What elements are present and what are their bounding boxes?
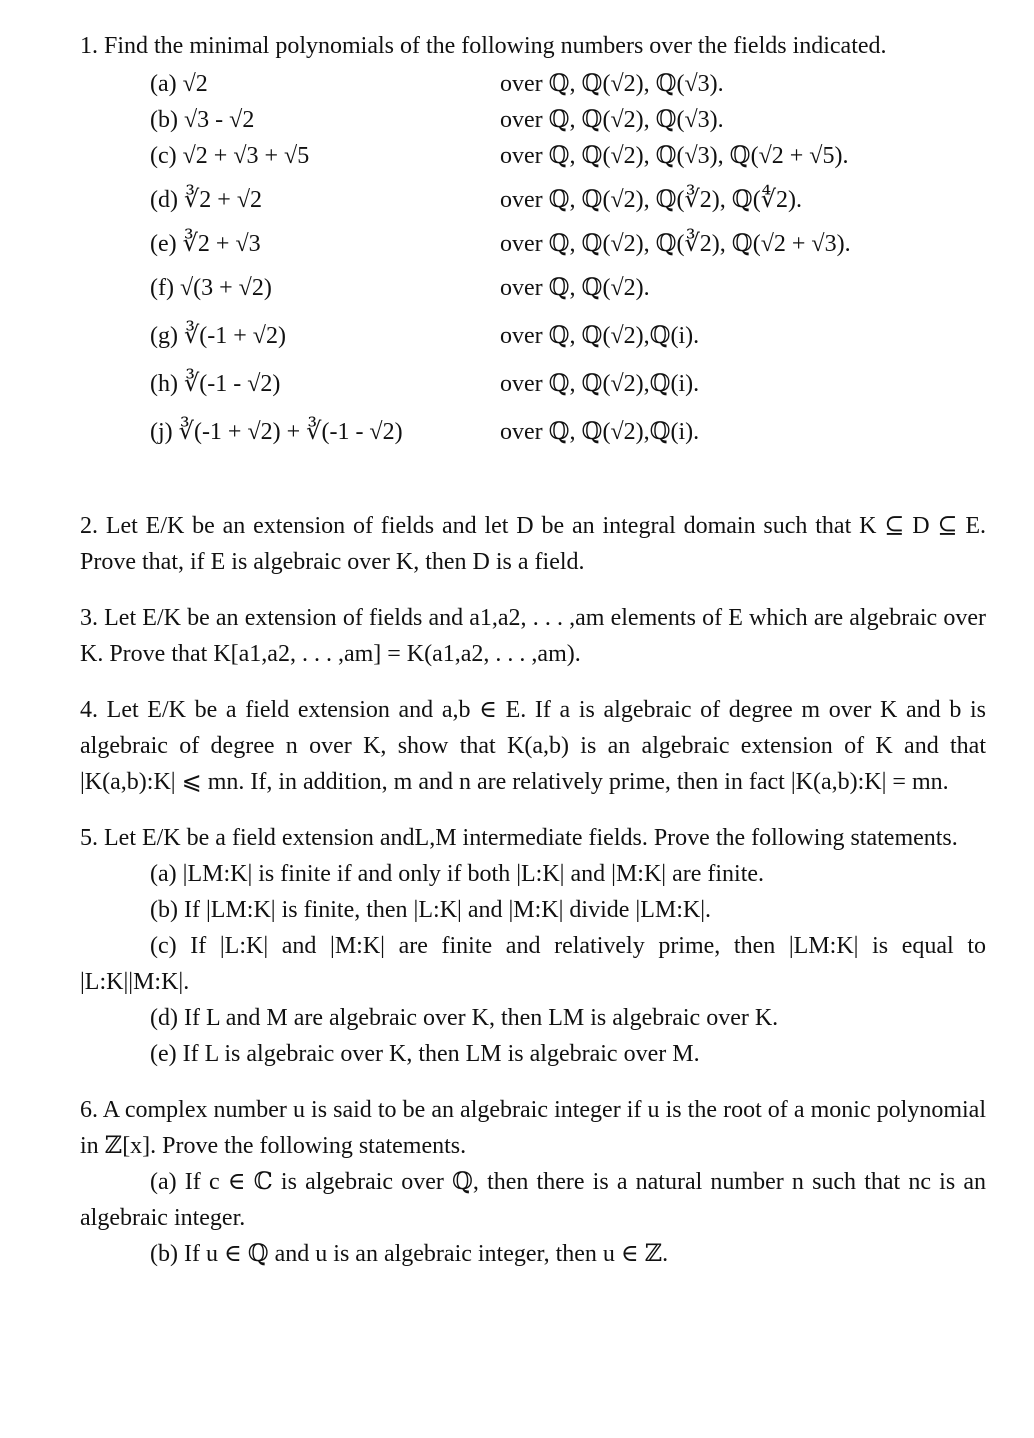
problem-1-table [150,66,986,450]
problem-3: 3. Let E/K be an extension of fields and a1,a2, . . . ,am elements of E which are algebraic over K. Prove that K[a1,a2, . . . ,am] = K(a1,a2, . . . ,am). [80,605,986,667]
item-label: (j) ∛(-1 + √2) + ∛(-1 - √2) [150,419,403,445]
item-label: (a) √2 [150,71,208,97]
problem-1-item-j [150,402,986,450]
item-label: (b) √3 - √2 [150,107,255,133]
item-fields: over ℚ, ℚ(√2), ℚ(√3). [500,71,724,97]
problem-1-item-h [150,354,986,402]
problem-1-intro: 1. Find the minimal polynomials of the following numbers over the fields indicated. [80,33,887,59]
item-fields: over ℚ, ℚ(√2), ℚ(∛2), ℚ(√2 + √3). [500,231,851,257]
item-fields: over ℚ, ℚ(√2). [500,275,650,301]
item-fields: over ℚ, ℚ(√2), ℚ(√3), ℚ(√2 + √5). [500,143,849,169]
item-fields: over ℚ, ℚ(√2),ℚ(i). [500,419,700,445]
item-label: (g) ∛(-1 + √2) [150,323,286,349]
item-label: (c) √2 + √3 + √5 [150,143,310,169]
problem-2: 2. Let E/K be an extension of fields and let D be an integral domain such that K ⊆ D ⊆ E. Prove that, if E is algebraic over K, then D is a field. [80,513,986,575]
problem-1-item-e [150,218,986,262]
problem-6-b: (b) If u ∈ ℚ and u is an algebraic integer, then u ∈ ℤ. [150,1241,669,1267]
item-label: (d) ∛2 + √2 [150,187,262,213]
item-label: (h) ∛(-1 - √2) [150,371,281,397]
problem-6-a: (a) If c ∈ ℂ is algebraic over ℚ, then there is a natural number n such that nc is an algebraic integer. [80,1169,986,1231]
problem-4: 4. Let E/K be a field extension and a,b ∈ E. If a is algebraic of degree m over K and b is algebraic of degree n over K, show that K(a,b) is an algebraic extension of K and that |K(a,b):K| ⩽ mn. If, in addition, m and n are relatively prime, then in fact |K(a,b):K| = mn. [80,697,986,795]
problem-5-intro: 5. Let E/K be a field extension andL,M intermediate fields. Prove the following statements. [80,825,958,851]
problem-5-b: (b) If |LM:K| is finite, then |L:K| and |M:K| divide |LM:K|. [150,897,712,923]
item-fields: over ℚ, ℚ(√2), ℚ(∛2), ℚ(∜2). [500,187,802,213]
problem-1-item-a [150,66,986,102]
problem-6-intro: 6. A complex number u is said to be an algebraic integer if u is the root of a monic polynomial in ℤ[x]. Prove the following statements. [80,1097,986,1159]
item-fields: over ℚ, ℚ(√2),ℚ(i). [500,323,700,349]
problem-5-e: (e) If L is algebraic over K, then LM is algebraic over M. [150,1041,700,1067]
problem-1-item-f [150,262,986,306]
exercise-sheet [80,28,986,1272]
problem-1-item-c [150,138,986,174]
item-fields: over ℚ, ℚ(√2), ℚ(√3). [500,107,724,133]
problem-1-item-d [150,174,986,218]
problem-1-item-g [150,306,986,354]
item-label: (e) ∛2 + √3 [150,231,261,257]
item-label: (f) √(3 + √2) [150,275,272,301]
problem-5-a: (a) |LM:K| is finite if and only if both |L:K| and |M:K| are finite. [150,861,765,887]
problem-5-d: (d) If L and M are algebraic over K, then LM is algebraic over K. [150,1005,779,1031]
item-fields: over ℚ, ℚ(√2),ℚ(i). [500,371,700,397]
problem-1-item-b [150,102,986,138]
problem-5-c: (c) If |L:K| and |M:K| are finite and relatively prime, then |LM:K| is equal to |L:K||M:K|. [80,933,986,995]
